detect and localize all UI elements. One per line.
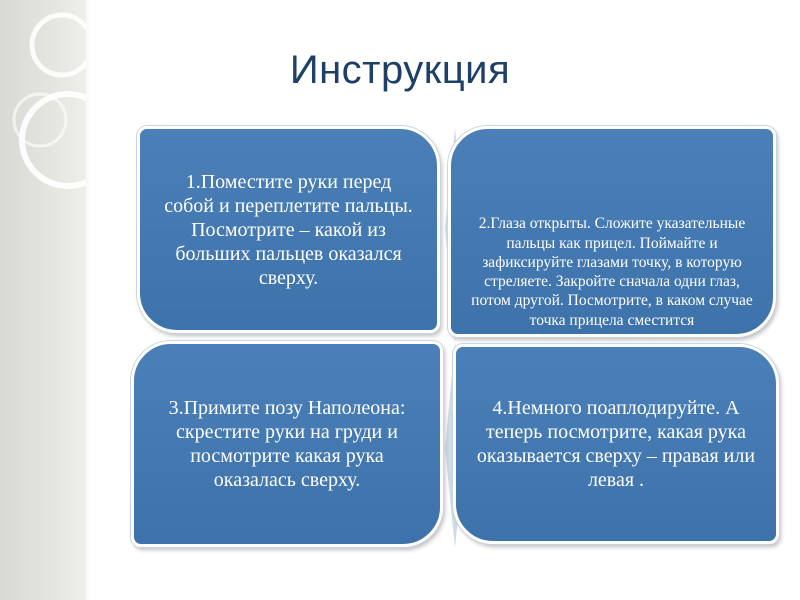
- page-title: Инструкция: [289, 48, 511, 92]
- instruction-box-2: [448, 126, 776, 337]
- instruction-box-4: [453, 344, 779, 544]
- instruction-box-3: [131, 341, 443, 547]
- instruction-text-1: 1.Поместите руки перед собой и переплетите пальцы. Посмотрите – какой из больших пальцев оказался сверху.: [164, 170, 413, 289]
- instruction-text-4: 4.Немного поаплодируйте. А теперь посмотрите, какая рука оказывается сверху – правая или левая .: [476, 397, 756, 491]
- instruction-text-3: 3.Примите позу Наполеона: скрестите руки на груди и посмотрите какая рука оказалась сверху.: [168, 397, 406, 491]
- instruction-box-1: [137, 126, 440, 333]
- instruction-text-2: 2.Глаза открыты. Сложите указательные пальцы как прицел. Поймайте и зафиксируйте глазами точку, в которую стреляете. Закройте сначала одни глаз, потом другой. Посмотрите, в каком случае точка прицела сместится: [471, 215, 753, 329]
